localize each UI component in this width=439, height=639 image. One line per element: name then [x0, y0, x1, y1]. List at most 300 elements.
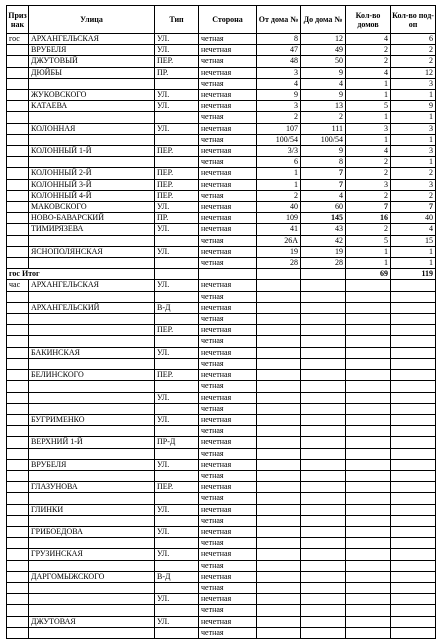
cell-side: нечетная: [199, 123, 257, 134]
cell-houses: 3: [346, 123, 391, 134]
cell-street: КОЛОННАЯ: [29, 123, 155, 134]
cell-street: [29, 325, 155, 336]
cell-street: [29, 235, 155, 246]
cell-priz: [7, 325, 29, 336]
cell-street: ЯСНОПОЛЯНСКАЯ: [29, 246, 155, 257]
cell-houses: [346, 336, 391, 347]
cell-from: [257, 627, 301, 638]
cell-to: 19: [301, 246, 346, 257]
cell-type: [155, 358, 199, 369]
cell-type: [155, 448, 199, 459]
cell-entrances: 7: [391, 202, 436, 213]
table-row: [7, 45, 436, 56]
cell-type: УЛ.: [155, 280, 199, 291]
cell-type: [155, 78, 199, 89]
cell-street: ЖУКОВСКОГО: [29, 90, 155, 101]
cell-street: [29, 605, 155, 616]
cell-priz: [7, 123, 29, 134]
cell-side: четная: [199, 560, 257, 571]
cell-from: 8: [257, 34, 301, 45]
cell-entrances: [391, 426, 436, 437]
cell-type: ПЕР.: [155, 190, 199, 201]
cell-priz: час: [7, 280, 29, 291]
cell-type: [155, 157, 199, 168]
cell-houses: 7: [346, 202, 391, 213]
cell-side: нечетная: [199, 459, 257, 470]
cell-type: В-Д: [155, 571, 199, 582]
cell-side: четная: [199, 403, 257, 414]
cell-to: [301, 336, 346, 347]
cell-entrances: 3: [391, 78, 436, 89]
cell-street: [29, 134, 155, 145]
cell-priz: [7, 291, 29, 302]
cell-side: четная: [199, 56, 257, 67]
cell-to: 8: [301, 157, 346, 168]
header-side: Сторона: [199, 6, 257, 34]
cell-type: [155, 605, 199, 616]
table-row: [7, 605, 436, 616]
header-street: Улица: [29, 6, 155, 34]
cell-to: 4: [301, 78, 346, 89]
header-entrances: Кол-во под-оп: [391, 6, 436, 34]
cell-from: [257, 549, 301, 560]
cell-from: [257, 470, 301, 481]
cell-houses: [346, 403, 391, 414]
cell-from: [257, 336, 301, 347]
table-row: [7, 571, 436, 582]
cell-to: [301, 414, 346, 425]
cell-entrances: [391, 627, 436, 638]
cell-from: [257, 426, 301, 437]
cell-houses: [346, 515, 391, 526]
table-row: [7, 202, 436, 213]
cell-to: [301, 358, 346, 369]
cell-type: ПР.: [155, 213, 199, 224]
cell-street: [29, 538, 155, 549]
cell-type: [155, 314, 199, 325]
cell-houses: 1: [346, 258, 391, 269]
cell-side: четная: [199, 34, 257, 45]
cell-priz: [7, 358, 29, 369]
cell-type: [155, 493, 199, 504]
cell-priz: [7, 224, 29, 235]
cell-from: [257, 403, 301, 414]
cell-side: четная: [199, 426, 257, 437]
cell-entrances: 40: [391, 213, 436, 224]
cell-from: 19: [257, 246, 301, 257]
table-row: [7, 235, 436, 246]
cell-type: [155, 627, 199, 638]
cell-from: 100/54: [257, 134, 301, 145]
cell-entrances: [391, 571, 436, 582]
cell-from: [257, 582, 301, 593]
cell-entrances: [391, 358, 436, 369]
cell-entrances: [391, 549, 436, 560]
cell-priz: [7, 314, 29, 325]
cell-type: [155, 336, 199, 347]
cell-entrances: 1: [391, 157, 436, 168]
cell-from: 3: [257, 67, 301, 78]
cell-priz: [7, 605, 29, 616]
cell-priz: [7, 67, 29, 78]
cell-priz: гос: [7, 34, 29, 45]
cell-street: ВРУБЕЛЯ: [29, 45, 155, 56]
cell-type: ПЕР.: [155, 370, 199, 381]
cell-street: АРХАНГЕЛЬСКАЯ: [29, 280, 155, 291]
cell-street: [29, 582, 155, 593]
cell-type: ПЕР.: [155, 56, 199, 67]
cell-from: 9: [257, 90, 301, 101]
cell-entrances: [391, 594, 436, 605]
cell-houses: 2: [346, 45, 391, 56]
cell-houses: [346, 448, 391, 459]
cell-entrances: 1: [391, 134, 436, 145]
cell-from: 2: [257, 112, 301, 123]
cell-houses: [346, 459, 391, 470]
cell-from: [257, 560, 301, 571]
cell-to: [301, 291, 346, 302]
table-row: [7, 213, 436, 224]
cell-houses: 2: [346, 224, 391, 235]
cell-street: НОВО-БАВАРСКИЙ: [29, 213, 155, 224]
cell-side: четная: [199, 157, 257, 168]
cell-to: 7: [301, 168, 346, 179]
table-row: [7, 392, 436, 403]
cell-street: [29, 627, 155, 638]
cell-type: УЛ.: [155, 526, 199, 537]
cell-side: четная: [199, 381, 257, 392]
cell-from: [257, 526, 301, 537]
cell-priz: [7, 582, 29, 593]
cell-from: [257, 325, 301, 336]
cell-from: [257, 538, 301, 549]
cell-street: ДЮЙБЫ: [29, 67, 155, 78]
cell-priz: [7, 571, 29, 582]
cell-priz: [7, 258, 29, 269]
cell-to: 12: [301, 34, 346, 45]
cell-houses: [346, 616, 391, 627]
cell-houses: [346, 482, 391, 493]
cell-street: [29, 426, 155, 437]
header-type: Тип: [155, 6, 199, 34]
cell-side: нечетная: [199, 168, 257, 179]
cell-street: [29, 358, 155, 369]
total-label: гос Итог: [7, 269, 155, 280]
cell-street: [29, 470, 155, 481]
table-row: [7, 67, 436, 78]
cell-from: [257, 392, 301, 403]
table-row: [7, 493, 436, 504]
table-row: [7, 526, 436, 537]
table-row: [7, 582, 436, 593]
cell-side: четная: [199, 448, 257, 459]
cell-houses: [346, 325, 391, 336]
street-table: [6, 5, 436, 639]
cell-type: [155, 112, 199, 123]
cell-from: [257, 437, 301, 448]
cell-from: [257, 448, 301, 459]
cell-side: четная: [199, 112, 257, 123]
cell-to: [301, 493, 346, 504]
cell-to: [301, 325, 346, 336]
cell-street: [29, 336, 155, 347]
table-row: [7, 538, 436, 549]
cell-from: [257, 504, 301, 515]
cell-to: [301, 280, 346, 291]
cell-priz: [7, 560, 29, 571]
cell-from: 28: [257, 258, 301, 269]
cell-houses: [346, 414, 391, 425]
cell-from: [257, 370, 301, 381]
cell-from: [257, 291, 301, 302]
cell-from: [257, 347, 301, 358]
cell-priz: [7, 448, 29, 459]
table-row: [7, 403, 436, 414]
cell-houses: 2: [346, 168, 391, 179]
header-houses: Кол-во домов: [346, 6, 391, 34]
table-body-chas: [7, 280, 436, 639]
cell-priz: [7, 538, 29, 549]
cell-houses: [346, 392, 391, 403]
cell-street: АРХАНГЕЛЬСКИЙ: [29, 302, 155, 313]
cell-priz: [7, 146, 29, 157]
cell-houses: [346, 493, 391, 504]
cell-houses: [346, 314, 391, 325]
cell-side: четная: [199, 493, 257, 504]
table-row: [7, 179, 436, 190]
cell-entrances: 12: [391, 67, 436, 78]
cell-entrances: [391, 347, 436, 358]
total-row: [7, 269, 436, 280]
cell-from: 4: [257, 78, 301, 89]
cell-street: [29, 594, 155, 605]
cell-houses: [346, 437, 391, 448]
cell-side: нечетная: [199, 202, 257, 213]
cell-to: 9: [301, 67, 346, 78]
cell-side: нечетная: [199, 67, 257, 78]
cell-side: нечетная: [199, 325, 257, 336]
cell-priz: [7, 482, 29, 493]
cell-priz: [7, 302, 29, 313]
total-houses: 69: [346, 269, 391, 280]
cell-to: 145: [301, 213, 346, 224]
cell-street: ВРУБЕЛЯ: [29, 459, 155, 470]
cell-entrances: [391, 515, 436, 526]
table-row: [7, 560, 436, 571]
cell-priz: [7, 235, 29, 246]
table-row: [7, 291, 436, 302]
cell-street: [29, 392, 155, 403]
cell-houses: 1: [346, 246, 391, 257]
cell-from: 107: [257, 123, 301, 134]
cell-type: [155, 426, 199, 437]
cell-entrances: [391, 381, 436, 392]
table-row: [7, 123, 436, 134]
cell-type: УЛ.: [155, 347, 199, 358]
cell-priz: [7, 437, 29, 448]
cell-side: четная: [199, 78, 257, 89]
cell-to: [301, 594, 346, 605]
table-row: [7, 112, 436, 123]
cell-to: [301, 314, 346, 325]
cell-houses: [346, 370, 391, 381]
cell-houses: 2: [346, 157, 391, 168]
table-body-gos: [7, 34, 436, 269]
cell-entrances: [391, 280, 436, 291]
cell-to: [301, 403, 346, 414]
cell-entrances: [391, 526, 436, 537]
table-row: [7, 515, 436, 526]
cell-entrances: 1: [391, 90, 436, 101]
cell-to: 43: [301, 224, 346, 235]
table-row: [7, 168, 436, 179]
cell-street: ГРУЗИНСКАЯ: [29, 549, 155, 560]
cell-to: [301, 392, 346, 403]
cell-street: [29, 560, 155, 571]
cell-houses: 2: [346, 190, 391, 201]
cell-street: ТИМИРЯЗЕВА: [29, 224, 155, 235]
cell-houses: [346, 426, 391, 437]
table-row: [7, 470, 436, 481]
cell-side: нечетная: [199, 616, 257, 627]
cell-side: нечетная: [199, 179, 257, 190]
cell-type: УЛ.: [155, 90, 199, 101]
cell-priz: [7, 45, 29, 56]
table-row: [7, 146, 436, 157]
cell-priz: [7, 157, 29, 168]
cell-priz: [7, 347, 29, 358]
cell-to: [301, 549, 346, 560]
table-row: [7, 336, 436, 347]
table-row: [7, 34, 436, 45]
cell-side: нечетная: [199, 370, 257, 381]
table-row: [7, 101, 436, 112]
cell-to: 4: [301, 190, 346, 201]
cell-street: [29, 291, 155, 302]
table-row: [7, 302, 436, 313]
cell-from: [257, 358, 301, 369]
cell-priz: [7, 493, 29, 504]
cell-priz: [7, 526, 29, 537]
cell-houses: [346, 594, 391, 605]
cell-entrances: [391, 538, 436, 549]
cell-priz: [7, 392, 29, 403]
cell-entrances: 6: [391, 34, 436, 45]
header-from: От дома №: [257, 6, 301, 34]
cell-houses: 1: [346, 78, 391, 89]
cell-street: ВЕРХНИЙ 1-Й: [29, 437, 155, 448]
cell-side: нечетная: [199, 101, 257, 112]
cell-from: [257, 571, 301, 582]
cell-priz: [7, 594, 29, 605]
cell-to: 9: [301, 90, 346, 101]
cell-side: четная: [199, 314, 257, 325]
total-entrances: 119: [391, 269, 436, 280]
cell-from: 6: [257, 157, 301, 168]
cell-street: КОЛОННЫЙ 1-Й: [29, 146, 155, 157]
cell-entrances: [391, 448, 436, 459]
table-row: [7, 437, 436, 448]
cell-to: [301, 571, 346, 582]
cell-street: [29, 515, 155, 526]
cell-side: нечетная: [199, 504, 257, 515]
cell-priz: [7, 616, 29, 627]
table-row: [7, 347, 436, 358]
cell-street: ДАРГОМЫЖСКОГО: [29, 571, 155, 582]
cell-to: [301, 627, 346, 638]
cell-side: нечетная: [199, 414, 257, 425]
cell-type: УЛ.: [155, 246, 199, 257]
cell-to: [301, 616, 346, 627]
cell-houses: 2: [346, 56, 391, 67]
cell-street: [29, 493, 155, 504]
cell-houses: 5: [346, 235, 391, 246]
cell-side: четная: [199, 358, 257, 369]
header-to: До дома №: [301, 6, 346, 34]
cell-type: [155, 515, 199, 526]
cell-from: 47: [257, 45, 301, 56]
cell-from: [257, 482, 301, 493]
cell-houses: [346, 571, 391, 582]
cell-houses: [346, 291, 391, 302]
table-row: [7, 190, 436, 201]
total-section: [7, 269, 436, 280]
cell-street: КОЛОННЫЙ 4-Й: [29, 190, 155, 201]
table-row: [7, 426, 436, 437]
cell-entrances: 3: [391, 179, 436, 190]
cell-street: ГРИБОЕДОВА: [29, 526, 155, 537]
cell-type: [155, 134, 199, 145]
table-row: [7, 314, 436, 325]
cell-priz: [7, 246, 29, 257]
cell-entrances: 1: [391, 258, 436, 269]
table-row: [7, 258, 436, 269]
cell-priz: [7, 414, 29, 425]
cell-street: МАКОВСКОГО: [29, 202, 155, 213]
cell-street: [29, 403, 155, 414]
cell-entrances: [391, 314, 436, 325]
cell-entrances: [391, 482, 436, 493]
cell-side: четная: [199, 470, 257, 481]
cell-type: [155, 582, 199, 593]
cell-side: нечетная: [199, 224, 257, 235]
cell-side: нечетная: [199, 392, 257, 403]
cell-side: четная: [199, 291, 257, 302]
cell-street: БУГРИМЕНКО: [29, 414, 155, 425]
cell-to: 2: [301, 112, 346, 123]
cell-to: [301, 448, 346, 459]
cell-type: [155, 235, 199, 246]
cell-priz: [7, 202, 29, 213]
cell-side: нечетная: [199, 594, 257, 605]
cell-entrances: 2: [391, 45, 436, 56]
cell-entrances: [391, 470, 436, 481]
cell-entrances: 15: [391, 235, 436, 246]
cell-type: В-Д: [155, 302, 199, 313]
cell-entrances: [391, 325, 436, 336]
cell-side: нечетная: [199, 146, 257, 157]
cell-to: 111: [301, 123, 346, 134]
cell-entrances: [391, 504, 436, 515]
table-row: [7, 448, 436, 459]
cell-entrances: 4: [391, 224, 436, 235]
cell-houses: [346, 381, 391, 392]
cell-houses: [346, 549, 391, 560]
cell-priz: [7, 515, 29, 526]
cell-from: 2: [257, 190, 301, 201]
cell-entrances: [391, 493, 436, 504]
table-row: [7, 90, 436, 101]
